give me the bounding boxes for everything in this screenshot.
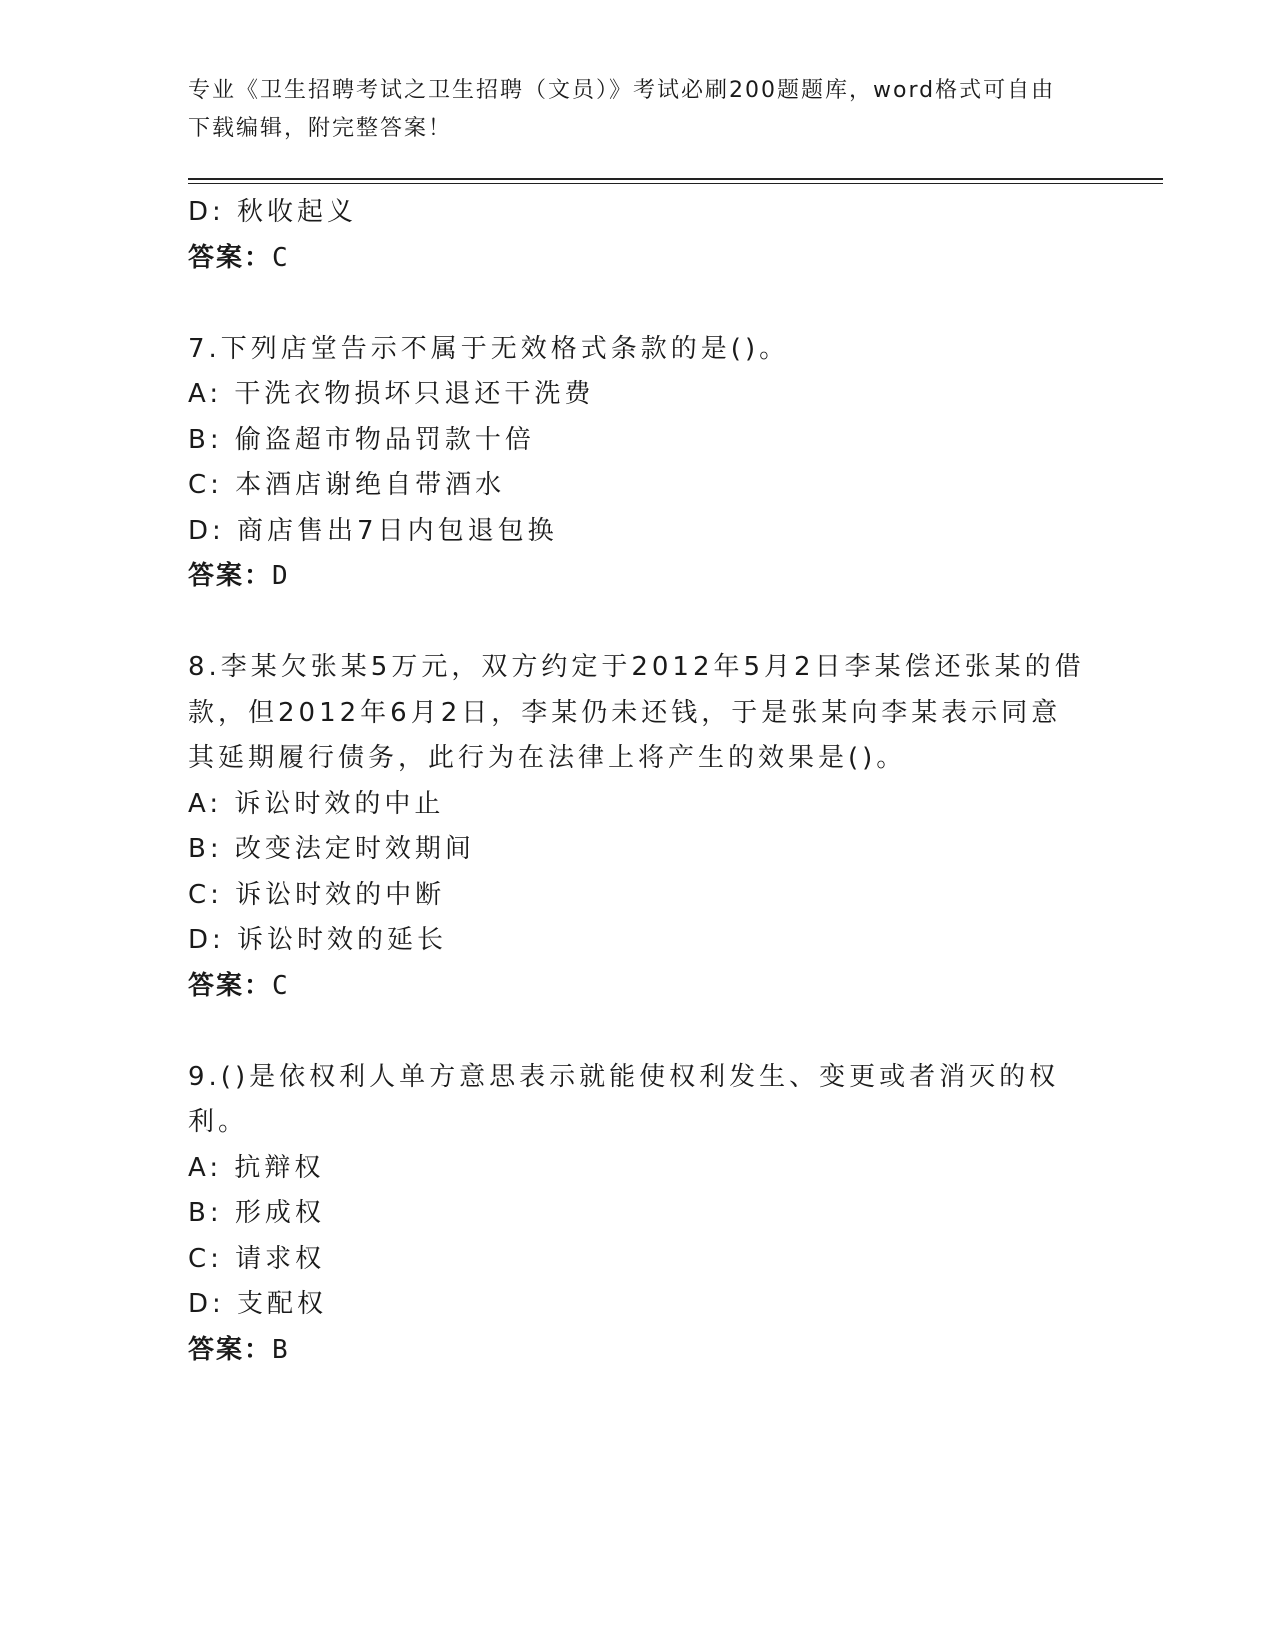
question-text: 7.下列店堂告示不属于无效格式条款的是()。 [188, 333, 790, 364]
option-a: A: 干洗衣物损坏只退还干洗费 [188, 379, 595, 409]
answer-value: B [272, 1334, 290, 1365]
answer-label: 答案： [188, 561, 273, 591]
answer-label: 答案： [188, 1334, 273, 1365]
question-9 [188, 1055, 1088, 1374]
answer-value: C [272, 970, 290, 1001]
answer-value: D [272, 561, 290, 591]
spacer [188, 281, 1088, 327]
option-b: B: 形成权 [188, 1198, 325, 1228]
document-header: 专业《卫生招聘考试之卫生招聘（文员）》考试必刷200题题库，word格式可自由下载编辑，附完整答案！ [188, 78, 1056, 141]
option-c: C: 诉讼时效的中断 [188, 879, 446, 910]
question-7 [188, 327, 1088, 600]
option-b: B: 改变法定时效期间 [188, 834, 475, 864]
answer-value: C [272, 242, 290, 273]
question-list [188, 190, 1088, 1373]
option-d: D: 商店售出7日内包退包换 [188, 515, 558, 546]
option-b: B: 偷盗超市物品罚款十倍 [188, 424, 535, 455]
question-8 [188, 645, 1088, 1009]
header-divider-thin [188, 183, 1163, 184]
answer-line [188, 1328, 1088, 1374]
option-d: D: 秋收起义 [188, 197, 358, 227]
option-c: C: 本酒店谢绝自带酒水 [188, 470, 506, 500]
question-text: 8.李某欠张某5万元，双方约定于2012年5月2日李某偿还张某的借款，但2012年6月2日，李某仍未还钱，于是张某向李某表示同意其延期履行债务，此行为在法律上将产生的效果是()。 [188, 652, 1085, 773]
previous-question-tail [188, 190, 1088, 281]
answer-line [188, 554, 1088, 600]
header-divider-thick [188, 178, 1163, 180]
answer-label: 答案： [188, 970, 273, 1001]
option-a: A: 抗辩权 [188, 1152, 325, 1183]
answer-line [188, 236, 1088, 282]
option-c: C: 请求权 [188, 1243, 326, 1274]
option-d: D: 诉讼时效的延长 [188, 925, 448, 955]
answer-label: 答案： [188, 242, 273, 273]
spacer [188, 1009, 1088, 1055]
option-d: D: 支配权 [188, 1289, 328, 1319]
question-text: 9.()是依权利人单方意思表示就能使权利发生、变更或者消灭的权利。 [188, 1061, 1060, 1137]
spacer [188, 600, 1088, 646]
answer-line [188, 964, 1088, 1010]
option-a: A: 诉讼时效的中止 [188, 788, 445, 819]
